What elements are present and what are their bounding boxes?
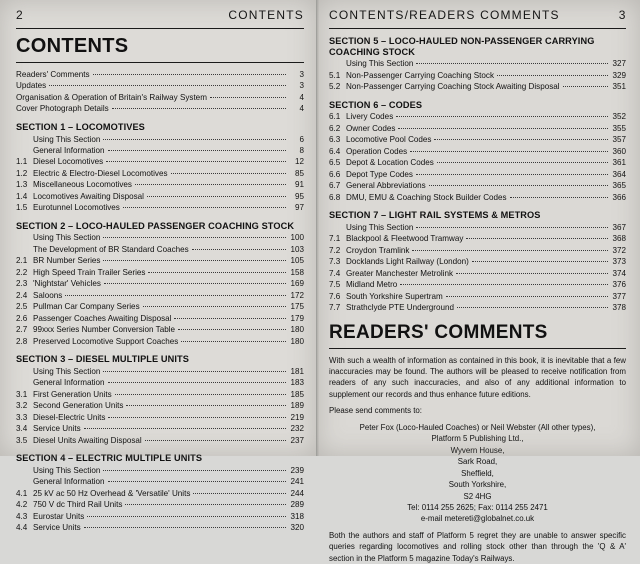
- toc-section-2: [16, 232, 304, 347]
- leader-dots: [104, 279, 286, 285]
- leader-dots: [108, 412, 286, 418]
- toc-page: 175: [290, 302, 304, 312]
- address-email[interactable]: e-mail metereti@globalnet.co.uk: [420, 514, 535, 524]
- list-item[interactable]: [329, 123, 626, 134]
- toc-number: 2.7: [16, 325, 28, 335]
- toc-label: General Information: [33, 146, 105, 155]
- list-item[interactable]: [16, 377, 304, 388]
- list-item[interactable]: [329, 157, 626, 168]
- list-item[interactable]: [16, 476, 304, 487]
- list-item[interactable]: [329, 192, 626, 203]
- toc-label: DMU, EMU & Coaching Stock Builder Codes: [346, 192, 507, 202]
- toc-label: Miscellaneous Locomotives: [33, 180, 132, 190]
- toc-label: Service Units: [33, 424, 81, 434]
- leader-dots: [416, 58, 608, 64]
- toc-number: 1.1: [16, 157, 28, 167]
- toc-page: 378: [612, 303, 626, 313]
- right-head-rule: [329, 28, 626, 29]
- toc-page: 172: [290, 290, 304, 300]
- address-line: South Yorkshire,: [448, 480, 507, 490]
- list-item[interactable]: [16, 290, 304, 301]
- leader-dots: [103, 366, 286, 372]
- toc-label: 25 kV ac 50 Hz Overhead & 'Versatile' Units: [33, 488, 191, 498]
- toc-label: BR Number Series: [33, 256, 101, 266]
- toc-page: 180: [290, 325, 304, 335]
- toc-page: 352: [612, 112, 626, 122]
- list-item[interactable]: [329, 146, 626, 157]
- list-item[interactable]: [16, 191, 304, 202]
- toc-page: 179: [290, 313, 304, 323]
- toc-label: Eurostar Units: [33, 511, 85, 521]
- toc-number: 1.2: [16, 168, 28, 178]
- leader-dots: [192, 244, 286, 250]
- list-item[interactable]: [16, 313, 304, 324]
- toc-number: 1.3: [16, 180, 28, 190]
- toc-number: 6.1: [329, 112, 341, 122]
- leader-dots: [108, 145, 286, 151]
- readers-comments-title: READERS' COMMENTS: [329, 321, 548, 343]
- section-heading-2: SECTION 2 – LOCO-HAULED PASSENGER COACHING STOCK: [16, 220, 295, 231]
- leader-dots: [123, 203, 286, 209]
- toc-page: 368: [612, 234, 626, 244]
- list-item[interactable]: [16, 103, 304, 114]
- toc-page: 95: [294, 191, 304, 201]
- toc-label: Using This Section: [346, 222, 414, 232]
- page-title: CONTENTS: [16, 35, 129, 57]
- leader-dots: [49, 81, 286, 87]
- toc-number: 7.1: [329, 234, 341, 244]
- leader-dots: [416, 169, 608, 175]
- toc-section-4: [16, 465, 304, 534]
- toc-number: 3.1: [16, 389, 28, 399]
- toc-page: 357: [612, 135, 626, 145]
- address-line: Wyvern House,: [450, 445, 505, 455]
- toc-page: 366: [612, 192, 626, 202]
- right-page: [316, 0, 640, 563]
- list-item[interactable]: [329, 279, 626, 290]
- toc-label: Non-Passenger Carrying Coaching Stock Awaiting Disposal: [346, 82, 560, 92]
- toc-number: 6.2: [329, 123, 341, 133]
- leader-dots: [434, 134, 608, 140]
- list-item[interactable]: [16, 80, 304, 91]
- left-folio: 2: [16, 8, 24, 22]
- toc-number: 7.2: [329, 245, 341, 255]
- toc-page: 3: [299, 81, 304, 91]
- address-line: Sheffield,: [461, 468, 494, 478]
- leader-dots: [84, 423, 286, 429]
- toc-page: 351: [612, 82, 626, 92]
- toc-number: 2.1: [16, 256, 28, 266]
- toc-label: Readers' Comments: [16, 70, 90, 79]
- toc-label: Locomotives Awaiting Disposal: [33, 191, 144, 201]
- leader-dots: [466, 233, 608, 239]
- toc-label: 99xxx Series Number Conversion Table: [33, 325, 176, 335]
- section-heading-5: SECTION 5 – LOCO-HAULED NON-PASSENGER CARRYING COACHING STOCK: [329, 36, 595, 57]
- toc-number: 7.6: [329, 291, 341, 301]
- leader-dots: [103, 233, 286, 239]
- toc-label: Locomotive Pool Codes: [346, 135, 432, 145]
- list-item[interactable]: [16, 179, 304, 190]
- toc-page: 374: [612, 268, 626, 278]
- list-item[interactable]: [329, 81, 626, 92]
- list-item[interactable]: [329, 233, 626, 244]
- toc-number: 6.8: [329, 192, 341, 202]
- toc-page: 85: [294, 168, 304, 178]
- list-item[interactable]: [16, 69, 304, 80]
- leader-dots: [457, 302, 608, 308]
- toc-label: Using This Section: [33, 366, 101, 376]
- toc-label: Organisation & Operation of Britain's Railway System: [16, 92, 207, 102]
- toc-label: Operation Codes: [346, 146, 408, 156]
- section-heading-4: SECTION 4 – ELECTRIC MULTIPLE UNITS: [16, 453, 203, 464]
- toc-label: Electric & Electro-Diesel Locomotives: [33, 168, 168, 178]
- leader-dots: [396, 111, 608, 117]
- toc-label: General Information: [33, 477, 105, 487]
- leader-dots: [84, 522, 286, 528]
- toc-page: 329: [612, 70, 626, 80]
- leader-dots: [147, 191, 286, 197]
- leader-dots: [93, 69, 286, 75]
- leader-dots: [446, 291, 608, 297]
- right-running-title: CONTENTS/READERS COMMENTS: [329, 8, 560, 22]
- toc-label: Pullman Car Company Series: [33, 302, 140, 312]
- toc-label: Preserved Locomotive Support Coaches: [33, 336, 179, 346]
- toc-page: 97: [294, 203, 304, 213]
- leader-dots: [410, 146, 608, 152]
- contact-address: [329, 422, 626, 525]
- list-item[interactable]: [16, 145, 304, 156]
- toc-label: Eurotunnel Locomotives: [33, 203, 120, 213]
- list-item[interactable]: [16, 336, 304, 347]
- list-item[interactable]: [16, 366, 304, 377]
- toc-label: Using This Section: [33, 465, 101, 475]
- leader-dots: [429, 180, 608, 186]
- list-item[interactable]: [16, 389, 304, 400]
- leader-dots: [171, 168, 287, 174]
- address-phone-fax: Tel: 0114 255 2625; Fax: 0114 255 2471: [407, 502, 548, 512]
- toc-number: 4.2: [16, 500, 28, 510]
- list-item[interactable]: [329, 169, 626, 180]
- readers-paragraph-2: Please send comments to:: [329, 406, 422, 416]
- toc-number: 2.4: [16, 290, 28, 300]
- leader-dots: [398, 123, 608, 129]
- toc-page: 232: [290, 424, 304, 434]
- toc-number: 2.3: [16, 279, 28, 289]
- toc-page: 4: [299, 92, 304, 102]
- right-running-head: [329, 8, 626, 22]
- list-item[interactable]: [16, 244, 304, 255]
- toc-page: 6: [299, 134, 304, 144]
- toc-label: General Abbreviations: [346, 181, 426, 191]
- leader-dots: [106, 157, 286, 163]
- toc-number: 4.1: [16, 488, 28, 498]
- toc-label: 750 V dc Third Rail Units: [33, 500, 123, 510]
- toc-section-6: [329, 111, 626, 203]
- leader-dots: [103, 256, 286, 262]
- leader-dots: [181, 336, 286, 342]
- leader-dots: [193, 488, 286, 494]
- leader-dots: [510, 192, 608, 198]
- toc-label: Non-Passenger Carrying Coaching Stock: [346, 70, 495, 80]
- toc-label: General Information: [33, 378, 105, 388]
- toc-number: 5.1: [329, 70, 341, 80]
- readers-comments-body: [329, 355, 626, 564]
- list-item[interactable]: [329, 70, 626, 81]
- list-item[interactable]: [16, 400, 304, 411]
- list-item[interactable]: [329, 302, 626, 313]
- toc-label: Blackpool & Fleetwood Tramway: [346, 234, 464, 244]
- toc-page: 169: [290, 279, 304, 289]
- list-item[interactable]: [329, 134, 626, 145]
- toc-number: 3.5: [16, 435, 28, 445]
- toc-page: 364: [612, 169, 626, 179]
- toc-number: 1.4: [16, 191, 28, 201]
- toc-label: Service Units: [33, 523, 81, 533]
- list-item[interactable]: [329, 111, 626, 122]
- section-heading-3: SECTION 3 – DIESEL MULTIPLE UNITS: [16, 354, 189, 365]
- toc-label: Passenger Coaches Awaiting Disposal: [33, 313, 172, 323]
- toc-label: Strathclyde PTE Underground: [346, 303, 454, 313]
- toc-label: Using This Section: [33, 233, 101, 243]
- leader-dots: [135, 180, 286, 186]
- toc-label: Greater Manchester Metrolink: [346, 268, 454, 278]
- section-heading-1: SECTION 1 – LOCOMOTIVES: [16, 121, 145, 132]
- toc-page: 4: [299, 104, 304, 114]
- section-heading-7: SECTION 7 – LIGHT RAIL SYSTEMS & METROS: [329, 210, 541, 221]
- toc-page: 320: [290, 523, 304, 533]
- toc-number: 4.3: [16, 511, 28, 521]
- toc-number: 7.7: [329, 303, 341, 313]
- toc-number: 1.5: [16, 203, 28, 213]
- toc-number: 2.8: [16, 336, 28, 346]
- toc-intro-list: [16, 69, 304, 115]
- toc-page: 365: [612, 181, 626, 191]
- toc-section-5: [329, 58, 626, 92]
- leader-dots: [145, 435, 286, 441]
- leader-dots: [437, 157, 608, 163]
- toc-label: The Development of BR Standard Coaches: [33, 244, 189, 254]
- toc-page: 361: [612, 158, 626, 168]
- toc-page: 244: [290, 488, 304, 498]
- toc-label: Owner Codes: [346, 123, 396, 133]
- toc-page: 105: [290, 256, 304, 266]
- toc-page: 3: [299, 70, 304, 79]
- toc-page: 189: [290, 401, 304, 411]
- toc-label: Midland Metro: [346, 280, 398, 290]
- leader-dots: [416, 222, 608, 228]
- readers-paragraph-3: Both the authors and staff of Platform 5 regret they are unable to answer specific queries regarding locomotives and rolling stock other than through the 'Q & A' section in the Platform 5 magazine Today's Railways.: [329, 530, 626, 563]
- toc-section-7: [329, 222, 626, 314]
- toc-section-1: [16, 134, 304, 214]
- address-line: Peter Fox (Loco-Hauled Coaches) or Neil Webster (All other types),: [359, 422, 596, 432]
- toc-number: 7.3: [329, 257, 341, 267]
- leader-dots: [412, 245, 608, 251]
- title-rule: [16, 62, 304, 63]
- toc-page: 318: [290, 511, 304, 521]
- toc-page: 239: [290, 465, 304, 475]
- toc-label: Second Generation Units: [33, 401, 124, 411]
- toc-page: 91: [294, 180, 304, 190]
- left-head-rule: [16, 28, 304, 29]
- toc-label: First Generation Units: [33, 389, 112, 399]
- list-item[interactable]: [16, 134, 304, 145]
- toc-number: 2.6: [16, 313, 28, 323]
- readers-title-rule: [329, 348, 626, 349]
- left-running-title: CONTENTS: [228, 8, 304, 22]
- readers-paragraph-1: With such a wealth of information as contained in this book, it is inevitable that a few inaccuracies may be found. The authors will be pleased to receive notification from readers of any such inaccuracies, and also of any additional information to supplement our records and thus enhance future editions.: [329, 355, 626, 399]
- toc-label: 'Nightstar' Vehicles: [33, 279, 101, 289]
- list-item[interactable]: [16, 202, 304, 213]
- toc-page: 377: [612, 291, 626, 301]
- toc-page: 376: [612, 280, 626, 290]
- toc-page: 219: [290, 412, 304, 422]
- toc-number: 2.5: [16, 302, 28, 312]
- toc-page: 360: [612, 146, 626, 156]
- left-running-head: [16, 8, 304, 22]
- left-page: [0, 0, 316, 533]
- toc-section-3: [16, 366, 304, 446]
- leader-dots: [108, 378, 286, 384]
- list-item[interactable]: [329, 245, 626, 256]
- toc-label: Croydon Tramlink: [346, 245, 410, 255]
- leader-dots: [148, 267, 286, 273]
- address-line: S2 4HG: [463, 491, 492, 501]
- list-item[interactable]: [329, 291, 626, 302]
- right-folio: 3: [618, 8, 626, 22]
- list-item[interactable]: [16, 92, 304, 103]
- toc-page: 373: [612, 257, 626, 267]
- toc-page: 185: [290, 389, 304, 399]
- leader-dots: [108, 477, 286, 483]
- toc-label: Diesel Locomotives: [33, 157, 104, 167]
- toc-page: 289: [290, 500, 304, 510]
- leader-dots: [103, 134, 286, 140]
- toc-number: 6.5: [329, 158, 341, 168]
- list-item[interactable]: [16, 168, 304, 179]
- list-item[interactable]: [329, 180, 626, 191]
- list-item[interactable]: [16, 511, 304, 522]
- list-item[interactable]: [16, 267, 304, 278]
- toc-number: 6.7: [329, 181, 341, 191]
- toc-number: 3.3: [16, 412, 28, 422]
- toc-number: 3.4: [16, 424, 28, 434]
- toc-page: 355: [612, 123, 626, 133]
- toc-label: Docklands Light Railway (London): [346, 257, 469, 267]
- toc-number: 2.2: [16, 267, 28, 277]
- section-heading-6: SECTION 6 – CODES: [329, 99, 423, 110]
- leader-dots: [472, 256, 608, 262]
- toc-label: High Speed Train Trailer Series: [33, 267, 146, 277]
- toc-label: Diesel Units Awaiting Disposal: [33, 435, 142, 445]
- leader-dots: [563, 81, 608, 87]
- list-item[interactable]: [16, 301, 304, 312]
- leader-dots: [178, 325, 286, 331]
- list-item[interactable]: [329, 222, 626, 233]
- toc-label: Depot & Location Codes: [346, 158, 434, 168]
- leader-dots: [143, 302, 286, 308]
- list-item[interactable]: [16, 488, 304, 499]
- toc-number: 6.6: [329, 169, 341, 179]
- list-item[interactable]: [16, 499, 304, 510]
- toc-number: 6.3: [329, 135, 341, 145]
- toc-number: 4.4: [16, 523, 28, 533]
- list-item[interactable]: [16, 412, 304, 423]
- leader-dots: [103, 465, 286, 471]
- toc-page: 183: [290, 378, 304, 388]
- list-item[interactable]: [329, 268, 626, 279]
- toc-number: 7.5: [329, 280, 341, 290]
- leader-dots: [456, 268, 608, 274]
- toc-page: 180: [290, 336, 304, 346]
- toc-page: 367: [612, 222, 626, 232]
- leader-dots: [87, 511, 286, 517]
- toc-label: Saloons: [33, 290, 63, 300]
- leader-dots: [210, 92, 286, 98]
- leader-dots: [125, 499, 286, 505]
- leader-dots: [112, 104, 286, 110]
- toc-label: Depot Type Codes: [346, 169, 413, 179]
- toc-page: 237: [290, 435, 304, 445]
- leader-dots: [497, 70, 608, 76]
- list-item[interactable]: [16, 465, 304, 476]
- toc-label: South Yorkshire Supertram: [346, 291, 443, 301]
- leader-dots: [115, 389, 286, 395]
- list-item[interactable]: [16, 324, 304, 335]
- toc-label: Livery Codes: [346, 112, 394, 122]
- address-line: Sark Road,: [457, 457, 498, 467]
- list-item[interactable]: [16, 255, 304, 266]
- toc-number: 3.2: [16, 401, 28, 411]
- toc-label: Cover Photograph Details: [16, 104, 109, 114]
- leader-dots: [174, 313, 286, 319]
- toc-number: 7.4: [329, 268, 341, 278]
- toc-page: 12: [294, 157, 304, 167]
- leader-dots: [65, 290, 286, 296]
- toc-page: 103: [290, 244, 304, 254]
- toc-page: 372: [612, 245, 626, 255]
- toc-number: 6.4: [329, 146, 341, 156]
- list-item[interactable]: [329, 58, 626, 69]
- leader-dots: [126, 401, 286, 407]
- toc-page: 158: [290, 267, 304, 277]
- list-item[interactable]: [16, 435, 304, 446]
- list-item[interactable]: [16, 156, 304, 167]
- list-item[interactable]: [16, 522, 304, 533]
- toc-page: 8: [299, 146, 304, 155]
- toc-number: 5.2: [329, 82, 341, 92]
- toc-label: Using This Section: [346, 59, 414, 69]
- toc-label: Updates: [16, 81, 47, 91]
- list-item[interactable]: [16, 423, 304, 434]
- toc-page: 241: [290, 477, 304, 487]
- list-item[interactable]: [16, 278, 304, 289]
- address-line: Platform 5 Publishing Ltd.,: [431, 434, 524, 444]
- toc-label: Using This Section: [33, 134, 101, 144]
- toc-page: 181: [290, 366, 304, 376]
- toc-page: 100: [290, 233, 304, 243]
- list-item[interactable]: [16, 232, 304, 243]
- list-item[interactable]: [329, 256, 626, 267]
- toc-page: 327: [612, 59, 626, 69]
- toc-label: Diesel-Electric Units: [33, 412, 106, 422]
- leader-dots: [400, 279, 608, 285]
